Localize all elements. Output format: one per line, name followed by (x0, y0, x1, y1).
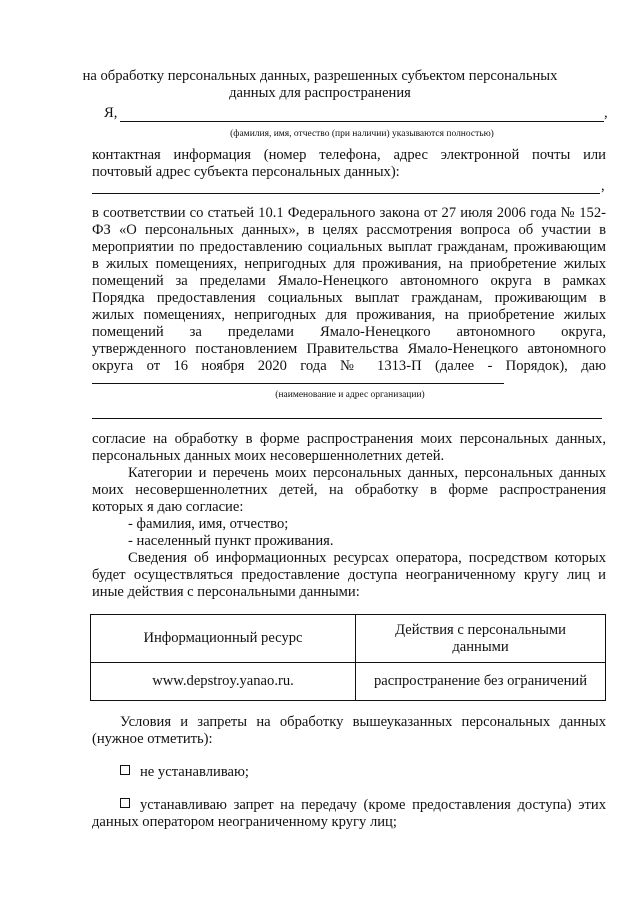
body-line: в жилых помещениях, непригодных для проживания, на приобретение жилых (92, 256, 606, 272)
consent-paragraph (92, 205, 606, 375)
body-line: моих несовершеннолетних детей, на обработку в форме распространения (92, 482, 606, 498)
body-line: жилых помещениях, непригодных для проживания, на приобретение жилых (92, 307, 606, 323)
body-line: иные действия с персональными данными: (92, 584, 360, 600)
category-item: - фамилия, имя, отчество; (128, 516, 289, 532)
option-set-prohibition[interactable] (120, 797, 606, 814)
document-title (60, 68, 580, 102)
option-line-2: данных оператором неограниченному кругу лиц; (92, 814, 397, 830)
body-line: помещений за пределами Ямало-Ненецкого автономного округа, (92, 324, 606, 340)
fio-line[interactable] (120, 121, 604, 122)
body-line: округа от 16 ноября 2020 года № 1313-П (далее - Порядок), даю (92, 358, 606, 374)
info-resources-table (90, 614, 606, 701)
fio-end-comma: , (604, 105, 608, 121)
table-row (91, 663, 606, 701)
body-line: (нужное отметить): (92, 731, 213, 747)
ya-label: Я, (104, 105, 118, 121)
consent-continuation (92, 431, 606, 465)
option-label: не устанавливаю; (140, 764, 249, 780)
body-line: Сведения об информационных ресурсах оператора, посредством которых (128, 550, 606, 566)
header-actions-line-1: Действия с персональными (395, 621, 566, 638)
table-header-actions (356, 615, 606, 663)
checkbox-icon[interactable] (120, 765, 130, 775)
contact-line-2: почтовый адрес субъекта персональных данных): (92, 164, 400, 180)
organization-hint: (наименование и адрес организации) (275, 390, 425, 400)
table-header-resource: Информационный ресурс (91, 615, 356, 663)
conditions-paragraph (92, 714, 606, 748)
option-line-1 (120, 797, 606, 814)
body-line: ФЗ «О персональных данных», в целях рассмотрения вопроса об участии в (92, 222, 606, 238)
body-line: согласие на обработку в форме распространения моих персональных данных, (92, 431, 606, 447)
table-cell-action: распространение без ограничений (356, 663, 606, 701)
body-line: которых я даю согласие: (92, 499, 244, 515)
fio-hint: (фамилия, имя, отчество (при наличии) указываются полностью) (230, 129, 494, 139)
checkbox-icon[interactable] (120, 798, 130, 808)
categories-paragraph (92, 465, 606, 516)
option-no-restrictions[interactable] (120, 764, 249, 781)
option-label: устанавливаю запрет на передачу (кроме предоставления доступа) этих (140, 797, 606, 813)
body-line: Категории и перечень моих персональных данных, персональных данных (128, 465, 606, 481)
resources-paragraph (92, 550, 606, 601)
title-line-1: на обработку персональных данных, разрешенных субъектом персональных (82, 68, 558, 84)
body-line: в соответствии со статьей 10.1 Федерального закона от 27 июля 2006 года № 152- (92, 205, 606, 221)
category-item: - населенный пункт проживания. (128, 533, 334, 549)
contact-line[interactable] (92, 193, 600, 194)
contact-line-1: контактная информация (номер телефона, адрес электронной почты или (92, 147, 606, 163)
table-header-row (91, 615, 606, 663)
title-line-2: данных для распространения (229, 85, 411, 101)
organization-line[interactable] (92, 383, 504, 384)
body-line: будет осуществляться предоставление доступа неограниченному кругу лиц и (92, 567, 606, 583)
body-line: помещений за пределами Ямало-Ненецкого автономного округа в рамках (92, 273, 606, 289)
body-line: Порядка предоставления социальных выплат гражданам, проживающим в (92, 290, 606, 306)
table-cell-resource: www.depstroy.yanao.ru. (91, 663, 356, 701)
body-line: персональных данных моих несовершеннолетних детей. (92, 448, 445, 464)
contact-end-comma: , (601, 178, 605, 194)
body-line: мероприятии по предоставлению социальных выплат гражданам, проживающим (92, 239, 606, 255)
body-line: утвержденного постановлением Правительства Ямало-Ненецкого автономного (92, 341, 606, 357)
organization-line-2[interactable] (92, 418, 602, 419)
header-actions-line-2: данными (452, 638, 509, 655)
body-line: Условия и запреты на обработку вышеуказанных персональных данных (120, 714, 606, 730)
